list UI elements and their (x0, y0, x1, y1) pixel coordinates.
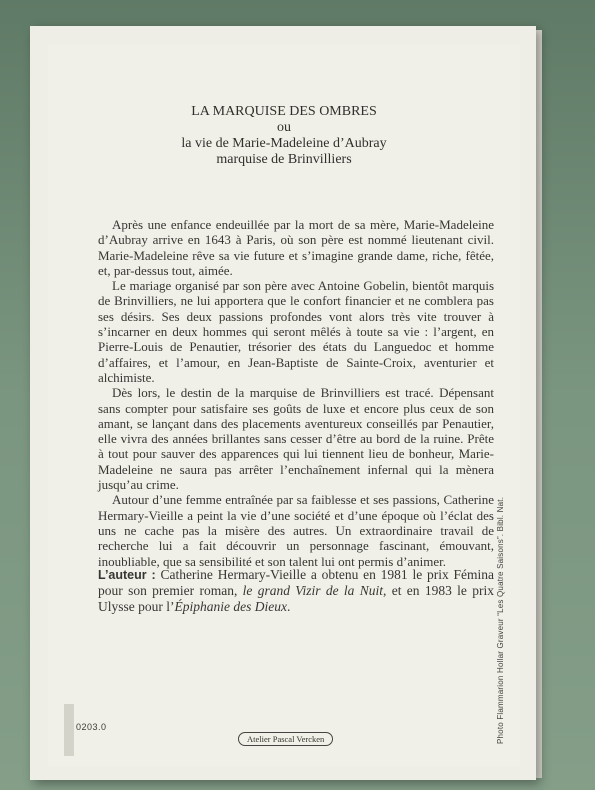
title-line-3: la vie de Marie-Madeleine d’Aubray (181, 136, 387, 151)
author-text-1: Catherine Hermary-Vieille a obtenu en 1981 le prix Fémina pour son premier roman, (98, 567, 494, 598)
author-book-1: le grand Vizir de la Nuit (242, 583, 384, 598)
book-edge (536, 30, 542, 778)
blurb-paragraph: Dès lors, le destin de la marquise de Brinvilliers est tracé. Dépensant sans compter pour satisfaire ses goûts de luxe et encore plus ceux de son amant, se lançant dans des placements aventureux conseillés par Penautier, elle vivra des années brillantes sans cesser d’être au bord de la ruine. Prête à tout pour sauver des apparences qui lui tiennent lieu de bonheur, Marie-Madeleine ne saura pas arrêter l’enchaînement infernal qui la mènera jusqu’au crime. (98, 385, 494, 493)
title-block (108, 104, 460, 168)
author-book-2-prefix: l’ (166, 599, 175, 614)
stamp-code: 0203.0 (76, 722, 107, 732)
blurb-paragraph: Après une enfance endeuillée par la mort de sa mère, Marie-Madeleine d’Aubray arrive en 1643 à Paris, où son père est nommé lieutenant civil. Marie-Madeleine rêve sa vie future et s’imagine grande dame, riche, fêtée, et, par-dessus tout, aimée. (98, 217, 494, 278)
photo-credit (484, 294, 505, 744)
publisher-badge: Atelier Pascal Vercken (238, 732, 333, 746)
blurb (98, 217, 494, 569)
title-line-1: LA MARQUISE DES OMBRES (191, 104, 377, 119)
author-note (98, 567, 494, 615)
author-text-3: . (286, 599, 291, 614)
blurb-paragraph: Autour d’une femme entraînée par sa faiblesse et ses passions, Catherine Hermary-Vieille a peint la vie d’une société et d’une époque où l’éclat des uns ne cache pas la misère des autres. Un extraordinaire travail de recherche lui a fait découvrir un personnage fascinant, émouvant, inoubliable, que sa sensibilité et son talent lui ont permis d’animer. (98, 492, 494, 569)
photo-credit-text: Photo Flammarion Hollar Graveur “Les Quatre Saisons”. Bibl. Nat. (496, 496, 505, 744)
cover-page (48, 44, 520, 766)
title-line-4: marquise de Brinvilliers (216, 152, 352, 167)
author-text-2: , et en 1983 le prix Ulysse pour (98, 583, 494, 614)
title-line-2: ou (277, 120, 291, 135)
author-label: L’auteur : (98, 568, 156, 582)
blurb-paragraph: Le mariage organisé par son père avec Antoine Gobelin, bientôt marquis de Brinvilliers, ne lui apportera que le confort financier et ne comblera pas ses désirs. Ses deux passions profondes vont alors très vite trouver à s’incarner en deux hommes qui seront mêlés à toute sa vie : l’argent, en Pierre-Louis de Penautier, trésorier des états du Languedoc et homme d’affaires, et l’amour, en Jean-Baptiste de Sainte-Croix, aventurier et alchimiste. (98, 278, 494, 385)
author-book-2: Épiphanie des Dieux (174, 599, 287, 614)
sticker-residue (64, 704, 74, 756)
